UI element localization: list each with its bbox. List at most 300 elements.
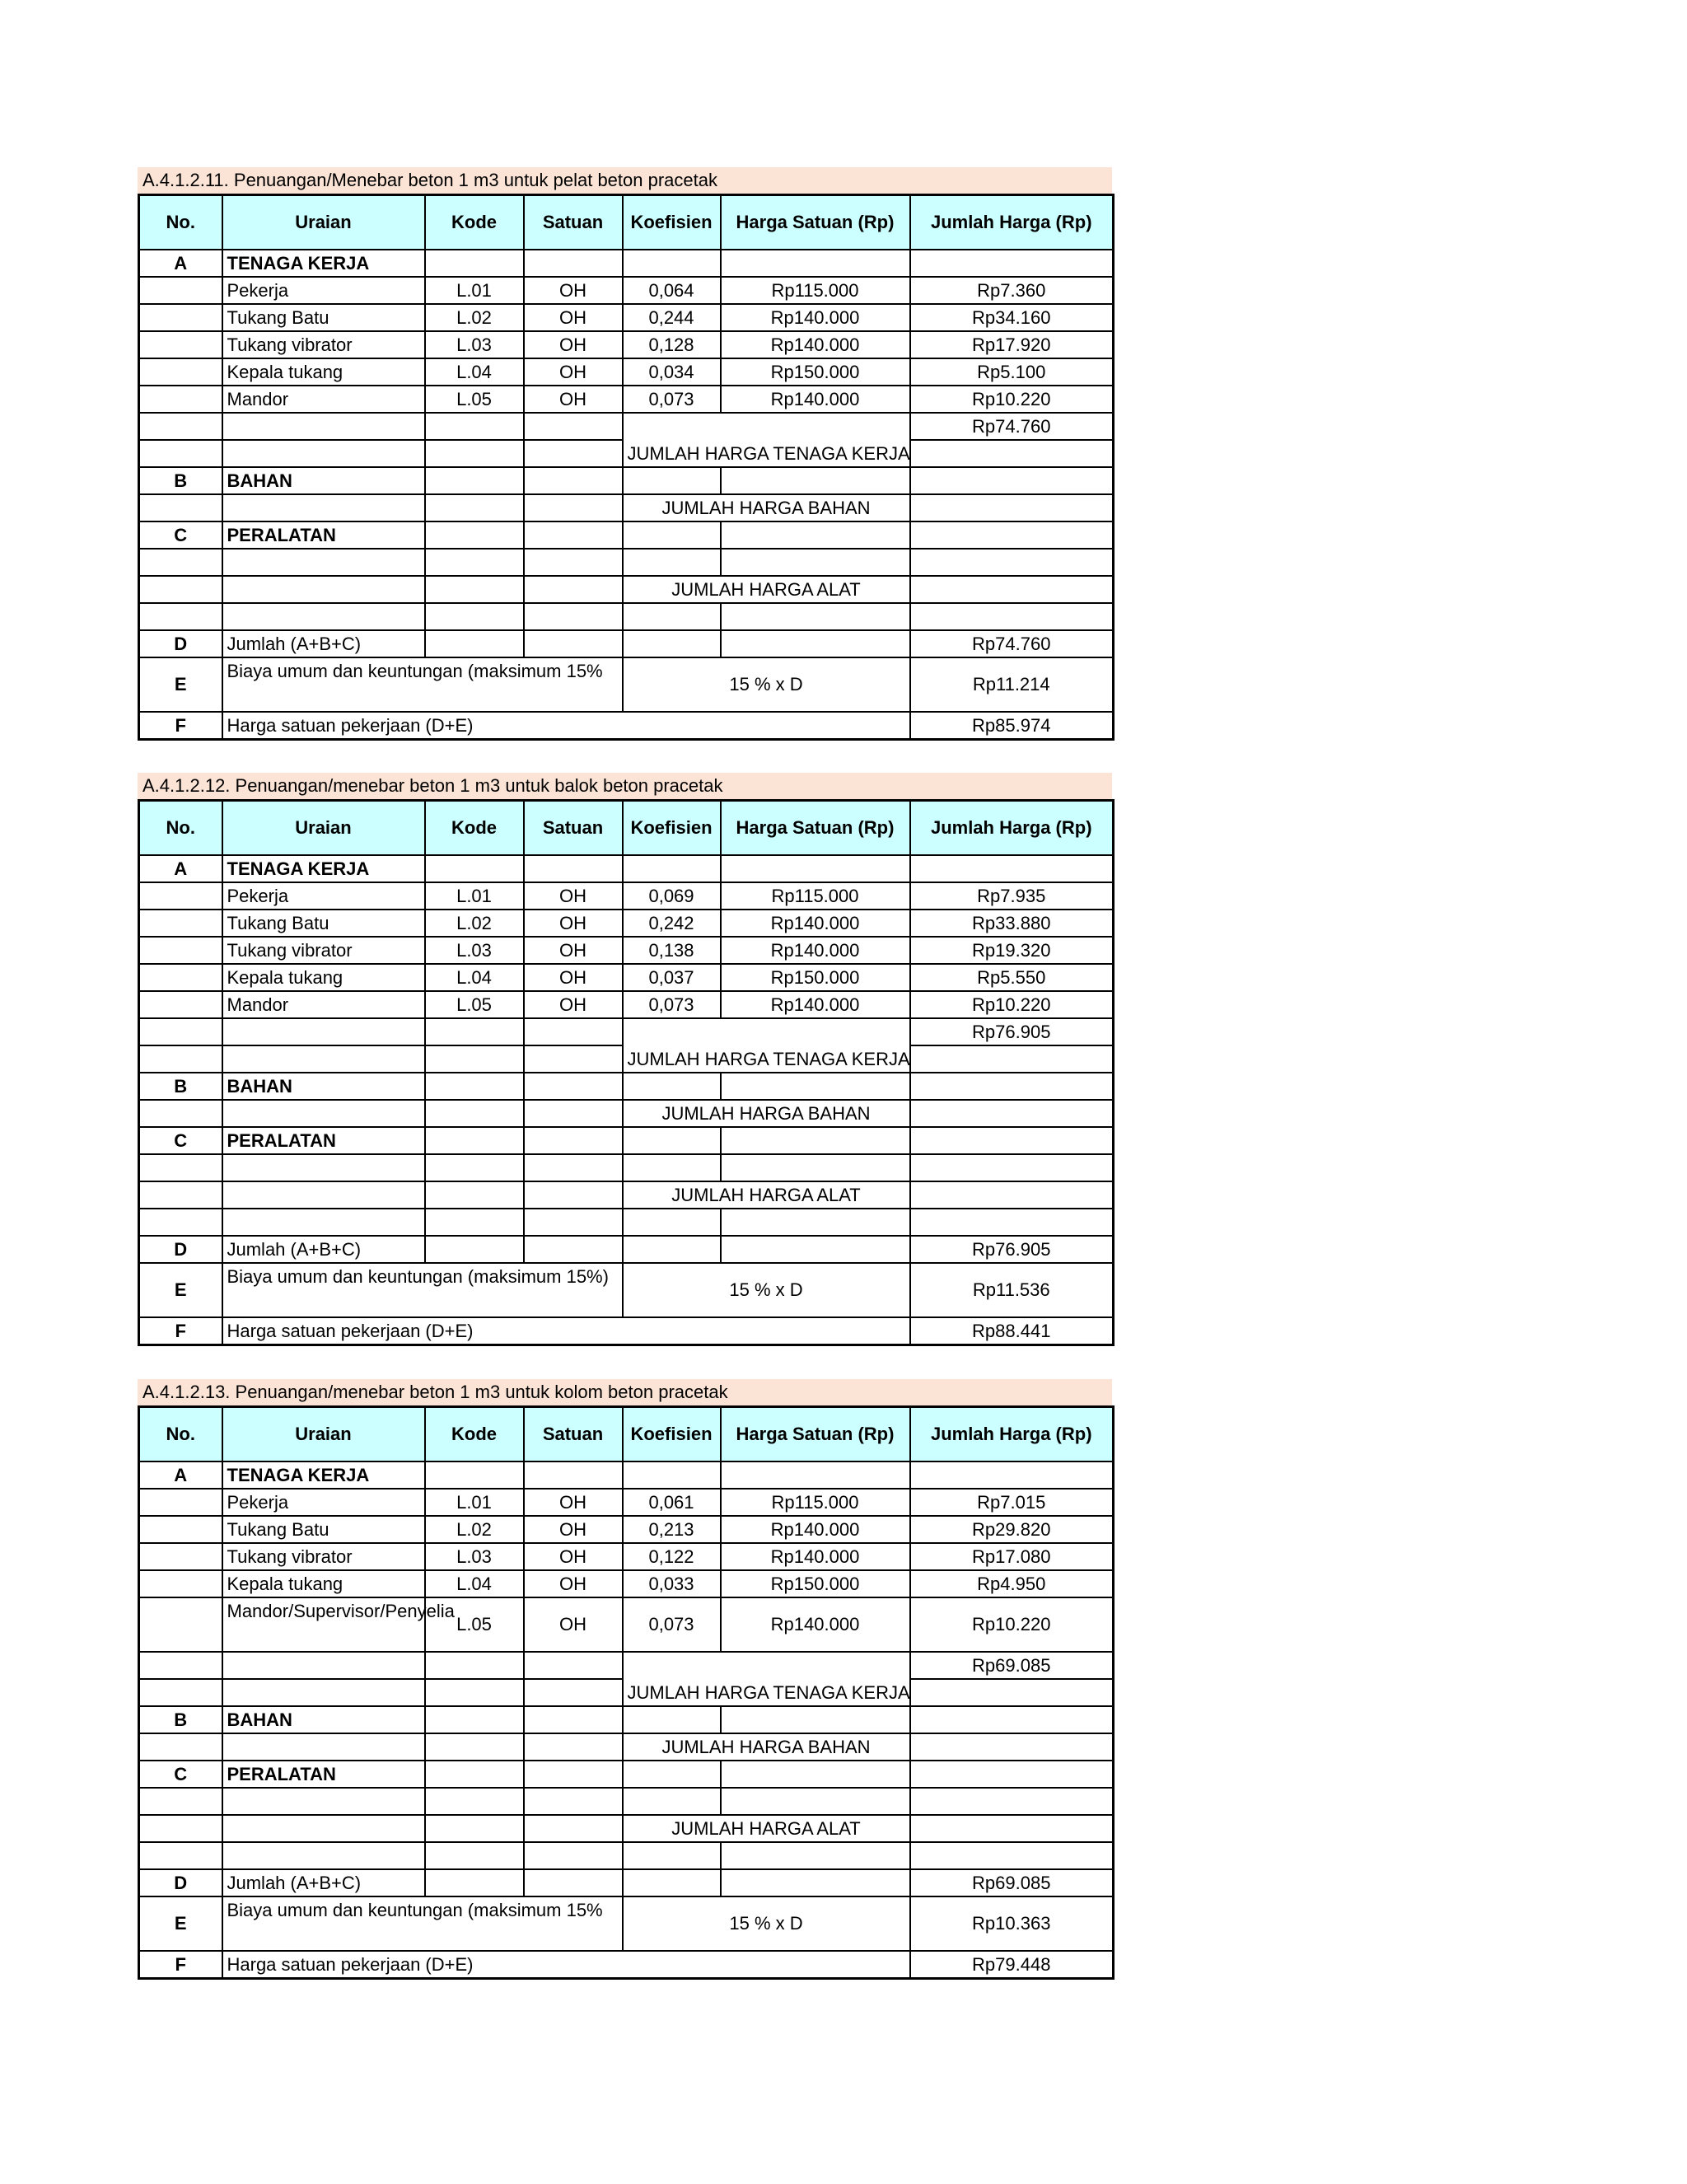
group-empty-cell <box>524 250 623 277</box>
worker-uraian: Mandor <box>222 991 425 1018</box>
jumlah-tenaga-label: JUMLAH HARGA TENAGA KERJA <box>623 413 910 467</box>
group-empty-cell <box>623 1761 721 1788</box>
worker-uraian: Tukang vibrator <box>222 937 425 964</box>
alat-empty-cell <box>910 1788 1114 1815</box>
final-f-value: Rp85.974 <box>910 712 1114 740</box>
group-no: C <box>139 1127 222 1154</box>
header-no: No. <box>139 195 222 250</box>
alat-empty-cell <box>910 576 1114 603</box>
spacer-empty-cell <box>139 1209 222 1236</box>
spacer-empty-cell <box>524 1209 623 1236</box>
worker-no <box>139 964 222 991</box>
worker-koefisien: 0,073 <box>623 386 721 413</box>
jumlah-bahan-label: JUMLAH HARGA BAHAN <box>623 1733 910 1761</box>
worker-uraian: Mandor <box>222 386 425 413</box>
worker-satuan: OH <box>524 331 623 358</box>
worker-uraian: Kepala tukang <box>222 1570 425 1597</box>
ahsp-table <box>138 1405 1115 1980</box>
alat-empty-cell <box>721 549 910 576</box>
alat-empty-cell <box>623 1788 721 1815</box>
alat-empty-cell <box>425 576 524 603</box>
alat-empty-cell <box>222 549 425 576</box>
alat-empty-cell <box>623 549 721 576</box>
worker-satuan: OH <box>524 304 623 331</box>
group-empty-cell <box>721 1073 910 1100</box>
worker-jumlah-harga: Rp17.080 <box>910 1543 1114 1570</box>
worker-uraian: Mandor/Supervisor/Penyelia <box>222 1597 425 1652</box>
overhead-e-no: E <box>139 657 222 712</box>
group-empty-cell <box>721 1127 910 1154</box>
header-koefisien: Koefisien <box>623 1407 721 1461</box>
total-d-empty-cell <box>721 630 910 657</box>
jumlah-tenaga-value: Rp74.760 <box>910 413 1114 440</box>
bahan-empty-cell <box>910 1100 1114 1127</box>
alat-empty-cell <box>139 1154 222 1181</box>
group-empty-cell <box>721 855 910 882</box>
worker-satuan: OH <box>524 964 623 991</box>
group-empty-cell <box>425 855 524 882</box>
table-header-row <box>139 195 1114 250</box>
overhead-e-no: E <box>139 1896 222 1951</box>
alat-empty-cell <box>222 576 425 603</box>
worker-jumlah-harga: Rp4.950 <box>910 1570 1114 1597</box>
total-d-empty-cell <box>524 630 623 657</box>
spacer-empty-cell <box>721 1842 910 1869</box>
worker-uraian: Tukang Batu <box>222 1516 425 1543</box>
group-no: B <box>139 1073 222 1100</box>
group-row-tenaga-kerja <box>139 250 1114 277</box>
spacer-empty-cell <box>721 1209 910 1236</box>
worker-harga-satuan: Rp140.000 <box>721 937 910 964</box>
worker-satuan: OH <box>524 1489 623 1516</box>
group-empty-cell <box>524 1073 623 1100</box>
bahan-empty-cell <box>524 1733 623 1761</box>
worker-jumlah-harga: Rp7.015 <box>910 1489 1114 1516</box>
total-d-empty-cell <box>721 1869 910 1896</box>
worker-koefisien: 0,064 <box>623 277 721 304</box>
group-empty-cell <box>721 1461 910 1489</box>
worker-row <box>139 277 1114 304</box>
spacer-empty-cell <box>910 1209 1114 1236</box>
total-d-empty-cell <box>425 1236 524 1263</box>
jumlah-tenaga-value: Rp69.085 <box>910 1652 1114 1679</box>
worker-satuan: OH <box>524 1516 623 1543</box>
alat-empty-cell <box>721 1154 910 1181</box>
subtotal-empty-cell <box>910 1679 1114 1706</box>
bahan-empty-cell <box>910 1733 1114 1761</box>
worker-satuan: OH <box>524 1543 623 1570</box>
group-empty-cell <box>425 1127 524 1154</box>
group-no: A <box>139 250 222 277</box>
worker-no <box>139 1570 222 1597</box>
worker-jumlah-harga: Rp17.920 <box>910 331 1114 358</box>
final-f-no: F <box>139 1951 222 1979</box>
total-d-row <box>139 1869 1114 1896</box>
worker-uraian: Tukang vibrator <box>222 331 425 358</box>
worker-satuan: OH <box>524 277 623 304</box>
empty-row <box>139 1154 1114 1181</box>
group-empty-cell <box>910 1461 1114 1489</box>
section-title: A.4.1.2.13. Penuangan/menebar beton 1 m3 untuk kolom beton pracetak <box>138 1379 1112 1405</box>
worker-no <box>139 358 222 386</box>
subtotal-tenaga-row <box>139 1018 1114 1045</box>
overhead-e-formula: 15 % x D <box>623 1263 910 1317</box>
spacer-empty-cell <box>425 1842 524 1869</box>
subtotal-alat-row <box>139 1815 1114 1842</box>
group-label: PERALATAN <box>222 521 425 549</box>
jumlah-alat-label: JUMLAH HARGA ALAT <box>623 576 910 603</box>
alat-empty-cell <box>425 1815 524 1842</box>
worker-harga-satuan: Rp150.000 <box>721 358 910 386</box>
ahsp-section <box>138 773 1112 1346</box>
section-title: A.4.1.2.12. Penuangan/menebar beton 1 m3 untuk balok beton pracetak <box>138 773 1112 799</box>
header-satuan: Satuan <box>524 195 623 250</box>
spacer-empty-cell <box>623 1209 721 1236</box>
overhead-e-value: Rp11.536 <box>910 1263 1114 1317</box>
worker-kode: L.02 <box>425 910 524 937</box>
subtotal-empty-cell <box>524 1679 623 1706</box>
worker-row <box>139 386 1114 413</box>
worker-kode: L.03 <box>425 937 524 964</box>
alat-empty-cell <box>721 1788 910 1815</box>
worker-row <box>139 358 1114 386</box>
subtotal-empty-cell <box>425 1045 524 1073</box>
subtotal-empty-cell <box>425 413 524 440</box>
total-d-empty-cell <box>425 1869 524 1896</box>
final-f-no: F <box>139 1317 222 1345</box>
worker-harga-satuan: Rp140.000 <box>721 331 910 358</box>
worker-jumlah-harga: Rp10.220 <box>910 1597 1114 1652</box>
worker-no <box>139 331 222 358</box>
subtotal-empty-cell <box>222 440 425 467</box>
subtotal-empty-cell <box>139 413 222 440</box>
group-row-bahan <box>139 1706 1114 1733</box>
worker-jumlah-harga: Rp5.100 <box>910 358 1114 386</box>
group-empty-cell <box>524 1127 623 1154</box>
group-no: A <box>139 1461 222 1489</box>
worker-no <box>139 1489 222 1516</box>
worker-row <box>139 1543 1114 1570</box>
group-no: C <box>139 1761 222 1788</box>
group-label: TENAGA KERJA <box>222 250 425 277</box>
subtotal-empty-cell <box>425 1018 524 1045</box>
group-label: PERALATAN <box>222 1127 425 1154</box>
group-row-peralatan <box>139 521 1114 549</box>
group-empty-cell <box>910 1761 1114 1788</box>
worker-uraian: Tukang Batu <box>222 910 425 937</box>
subtotal-empty-cell <box>222 1018 425 1045</box>
worker-uraian: Pekerja <box>222 277 425 304</box>
group-empty-cell <box>524 521 623 549</box>
header-satuan: Satuan <box>524 1407 623 1461</box>
subtotal-empty-cell <box>222 413 425 440</box>
alat-empty-cell <box>139 1181 222 1209</box>
spacer-empty-cell <box>910 1842 1114 1869</box>
empty-row <box>139 603 1114 630</box>
group-empty-cell <box>623 250 721 277</box>
worker-kode: L.02 <box>425 1516 524 1543</box>
group-empty-cell <box>910 1127 1114 1154</box>
subtotal-tenaga-row <box>139 1652 1114 1679</box>
worker-koefisien: 0,128 <box>623 331 721 358</box>
group-no: B <box>139 1706 222 1733</box>
final-f-value: Rp88.441 <box>910 1317 1114 1345</box>
worker-jumlah-harga: Rp7.360 <box>910 277 1114 304</box>
worker-uraian: Pekerja <box>222 1489 425 1516</box>
worker-koefisien: 0,033 <box>623 1570 721 1597</box>
subtotal-empty-cell <box>425 440 524 467</box>
subtotal-bahan-row <box>139 1733 1114 1761</box>
worker-uraian: Tukang vibrator <box>222 1543 425 1570</box>
overhead-e-row <box>139 657 1114 712</box>
bahan-empty-cell <box>425 1733 524 1761</box>
subtotal-tenaga-row <box>139 413 1114 440</box>
worker-kode: L.01 <box>425 882 524 910</box>
spacer-empty-cell <box>222 1842 425 1869</box>
spacer-empty-cell <box>222 1209 425 1236</box>
subtotal-empty-cell <box>139 1018 222 1045</box>
group-empty-cell <box>623 521 721 549</box>
group-label: TENAGA KERJA <box>222 1461 425 1489</box>
total-d-empty-cell <box>524 1869 623 1896</box>
header-koefisien: Koefisien <box>623 801 721 855</box>
worker-harga-satuan: Rp140.000 <box>721 1543 910 1570</box>
worker-harga-satuan: Rp115.000 <box>721 1489 910 1516</box>
bahan-empty-cell <box>524 494 623 521</box>
group-row-peralatan <box>139 1761 1114 1788</box>
jumlah-bahan-label: JUMLAH HARGA BAHAN <box>623 494 910 521</box>
group-empty-cell <box>425 250 524 277</box>
final-f-no: F <box>139 712 222 740</box>
worker-kode: L.05 <box>425 1597 524 1652</box>
worker-jumlah-harga: Rp10.220 <box>910 991 1114 1018</box>
worker-koefisien: 0,244 <box>623 304 721 331</box>
final-f-label: Harga satuan pekerjaan (D+E) <box>222 712 910 740</box>
worker-no <box>139 1543 222 1570</box>
total-d-empty-cell <box>623 630 721 657</box>
subtotal-empty-cell <box>139 1045 222 1073</box>
worker-satuan: OH <box>524 910 623 937</box>
alat-empty-cell <box>524 1788 623 1815</box>
group-empty-cell <box>425 467 524 494</box>
final-f-row <box>139 712 1114 740</box>
worker-harga-satuan: Rp140.000 <box>721 910 910 937</box>
ahsp-table <box>138 799 1115 1346</box>
group-label: BAHAN <box>222 1706 425 1733</box>
group-empty-cell <box>623 1706 721 1733</box>
subtotal-empty-cell <box>139 440 222 467</box>
spacer-empty-cell <box>623 603 721 630</box>
group-empty-cell <box>425 1461 524 1489</box>
worker-harga-satuan: Rp140.000 <box>721 386 910 413</box>
alat-empty-cell <box>910 1181 1114 1209</box>
alat-empty-cell <box>222 1181 425 1209</box>
worker-jumlah-harga: Rp19.320 <box>910 937 1114 964</box>
total-d-empty-cell <box>721 1236 910 1263</box>
spacer-empty-cell <box>524 1842 623 1869</box>
final-f-row <box>139 1317 1114 1345</box>
subtotal-empty-cell <box>910 440 1114 467</box>
bahan-empty-cell <box>222 1100 425 1127</box>
overhead-e-value: Rp10.363 <box>910 1896 1114 1951</box>
worker-uraian: Pekerja <box>222 882 425 910</box>
alat-empty-cell <box>139 1788 222 1815</box>
header-harga-satuan: Harga Satuan (Rp) <box>721 801 910 855</box>
worker-satuan: OH <box>524 937 623 964</box>
subtotal-empty-cell <box>524 1652 623 1679</box>
subtotal-empty-cell <box>222 1045 425 1073</box>
bahan-empty-cell <box>222 1733 425 1761</box>
worker-uraian: Tukang Batu <box>222 304 425 331</box>
worker-koefisien: 0,138 <box>623 937 721 964</box>
header-uraian: Uraian <box>222 801 425 855</box>
worker-kode: L.03 <box>425 1543 524 1570</box>
total-d-row <box>139 630 1114 657</box>
worker-harga-satuan: Rp140.000 <box>721 304 910 331</box>
alat-empty-cell <box>425 549 524 576</box>
subtotal-empty-cell <box>222 1679 425 1706</box>
ahsp-section <box>138 167 1112 741</box>
subtotal-alat-row <box>139 1181 1114 1209</box>
group-empty-cell <box>721 521 910 549</box>
worker-row <box>139 910 1114 937</box>
header-jumlah-harga: Jumlah Harga (Rp) <box>910 1407 1114 1461</box>
alat-empty-cell <box>139 576 222 603</box>
header-koefisien: Koefisien <box>623 195 721 250</box>
jumlah-bahan-label: JUMLAH HARGA BAHAN <box>623 1100 910 1127</box>
alat-empty-cell <box>139 549 222 576</box>
jumlah-tenaga-label: JUMLAH HARGA TENAGA KERJA <box>623 1652 910 1706</box>
worker-harga-satuan: Rp115.000 <box>721 277 910 304</box>
worker-row <box>139 937 1114 964</box>
subtotal-empty-cell <box>524 413 623 440</box>
alat-empty-cell <box>524 1815 623 1842</box>
worker-kode: L.03 <box>425 331 524 358</box>
total-d-label: Jumlah (A+B+C) <box>222 1869 425 1896</box>
worker-satuan: OH <box>524 358 623 386</box>
group-label: PERALATAN <box>222 1761 425 1788</box>
subtotal-empty-cell <box>425 1652 524 1679</box>
header-harga-satuan: Harga Satuan (Rp) <box>721 195 910 250</box>
subtotal-empty-cell <box>222 1652 425 1679</box>
spacer-empty-cell <box>910 603 1114 630</box>
worker-kode: L.01 <box>425 1489 524 1516</box>
worker-uraian: Kepala tukang <box>222 358 425 386</box>
subtotal-bahan-row <box>139 1100 1114 1127</box>
final-f-label: Harga satuan pekerjaan (D+E) <box>222 1317 910 1345</box>
group-label: BAHAN <box>222 467 425 494</box>
jumlah-alat-label: JUMLAH HARGA ALAT <box>623 1181 910 1209</box>
overhead-e-row <box>139 1263 1114 1317</box>
worker-row <box>139 331 1114 358</box>
group-no: C <box>139 521 222 549</box>
worker-row <box>139 1570 1114 1597</box>
worker-koefisien: 0,122 <box>623 1543 721 1570</box>
worker-row <box>139 1597 1114 1652</box>
alat-empty-cell <box>524 576 623 603</box>
jumlah-tenaga-label: JUMLAH HARGA TENAGA KERJA <box>623 1018 910 1073</box>
worker-harga-satuan: Rp140.000 <box>721 1516 910 1543</box>
subtotal-bahan-row <box>139 494 1114 521</box>
overhead-e-label: Biaya umum dan keuntungan (maksimum 15% <box>222 657 623 712</box>
bahan-empty-cell <box>139 1733 222 1761</box>
worker-no <box>139 882 222 910</box>
worker-koefisien: 0,037 <box>623 964 721 991</box>
worker-kode: L.05 <box>425 386 524 413</box>
worker-koefisien: 0,069 <box>623 882 721 910</box>
group-row-tenaga-kerja <box>139 855 1114 882</box>
total-d-no: D <box>139 1236 222 1263</box>
bahan-empty-cell <box>910 494 1114 521</box>
worker-row <box>139 1516 1114 1543</box>
worker-koefisien: 0,034 <box>623 358 721 386</box>
jumlah-tenaga-value: Rp76.905 <box>910 1018 1114 1045</box>
worker-koefisien: 0,073 <box>623 1597 721 1652</box>
ahsp-table <box>138 194 1115 741</box>
total-d-empty-cell <box>623 1869 721 1896</box>
header-uraian: Uraian <box>222 1407 425 1461</box>
group-no: A <box>139 855 222 882</box>
alat-empty-cell <box>222 1815 425 1842</box>
alat-empty-cell <box>524 1154 623 1181</box>
subtotal-empty-cell <box>524 1045 623 1073</box>
spacer-empty-cell <box>524 603 623 630</box>
group-empty-cell <box>721 250 910 277</box>
section-title: A.4.1.2.11. Penuangan/Menebar beton 1 m3 untuk pelat beton pracetak <box>138 167 1112 194</box>
worker-harga-satuan: Rp140.000 <box>721 991 910 1018</box>
worker-harga-satuan: Rp150.000 <box>721 1570 910 1597</box>
alat-empty-cell <box>910 549 1114 576</box>
worker-no <box>139 277 222 304</box>
worker-jumlah-harga: Rp5.550 <box>910 964 1114 991</box>
subtotal-alat-row <box>139 576 1114 603</box>
group-empty-cell <box>524 1461 623 1489</box>
bahan-empty-cell <box>139 1100 222 1127</box>
worker-harga-satuan: Rp150.000 <box>721 964 910 991</box>
group-empty-cell <box>623 855 721 882</box>
bahan-empty-cell <box>524 1100 623 1127</box>
header-uraian: Uraian <box>222 195 425 250</box>
worker-jumlah-harga: Rp29.820 <box>910 1516 1114 1543</box>
alat-empty-cell <box>524 549 623 576</box>
overhead-e-label: Biaya umum dan keuntungan (maksimum 15%) <box>222 1263 623 1317</box>
total-d-label: Jumlah (A+B+C) <box>222 1236 425 1263</box>
worker-row <box>139 1489 1114 1516</box>
overhead-e-row <box>139 1896 1114 1951</box>
header-kode: Kode <box>425 1407 524 1461</box>
empty-row <box>139 549 1114 576</box>
spacer-empty-cell <box>623 1842 721 1869</box>
group-empty-cell <box>721 1706 910 1733</box>
alat-empty-cell <box>425 1154 524 1181</box>
worker-no <box>139 304 222 331</box>
worker-koefisien: 0,061 <box>623 1489 721 1516</box>
header-kode: Kode <box>425 195 524 250</box>
alat-empty-cell <box>425 1181 524 1209</box>
spacer-empty-cell <box>139 1842 222 1869</box>
worker-kode: L.02 <box>425 304 524 331</box>
spacer-empty-cell <box>425 1209 524 1236</box>
subtotal-empty-cell <box>524 440 623 467</box>
total-d-empty-cell <box>425 630 524 657</box>
group-empty-cell <box>721 467 910 494</box>
final-f-row <box>139 1951 1114 1979</box>
group-row-tenaga-kerja <box>139 1461 1114 1489</box>
bahan-empty-cell <box>425 1100 524 1127</box>
worker-jumlah-harga: Rp7.935 <box>910 882 1114 910</box>
bahan-empty-cell <box>222 494 425 521</box>
bahan-empty-cell <box>139 494 222 521</box>
